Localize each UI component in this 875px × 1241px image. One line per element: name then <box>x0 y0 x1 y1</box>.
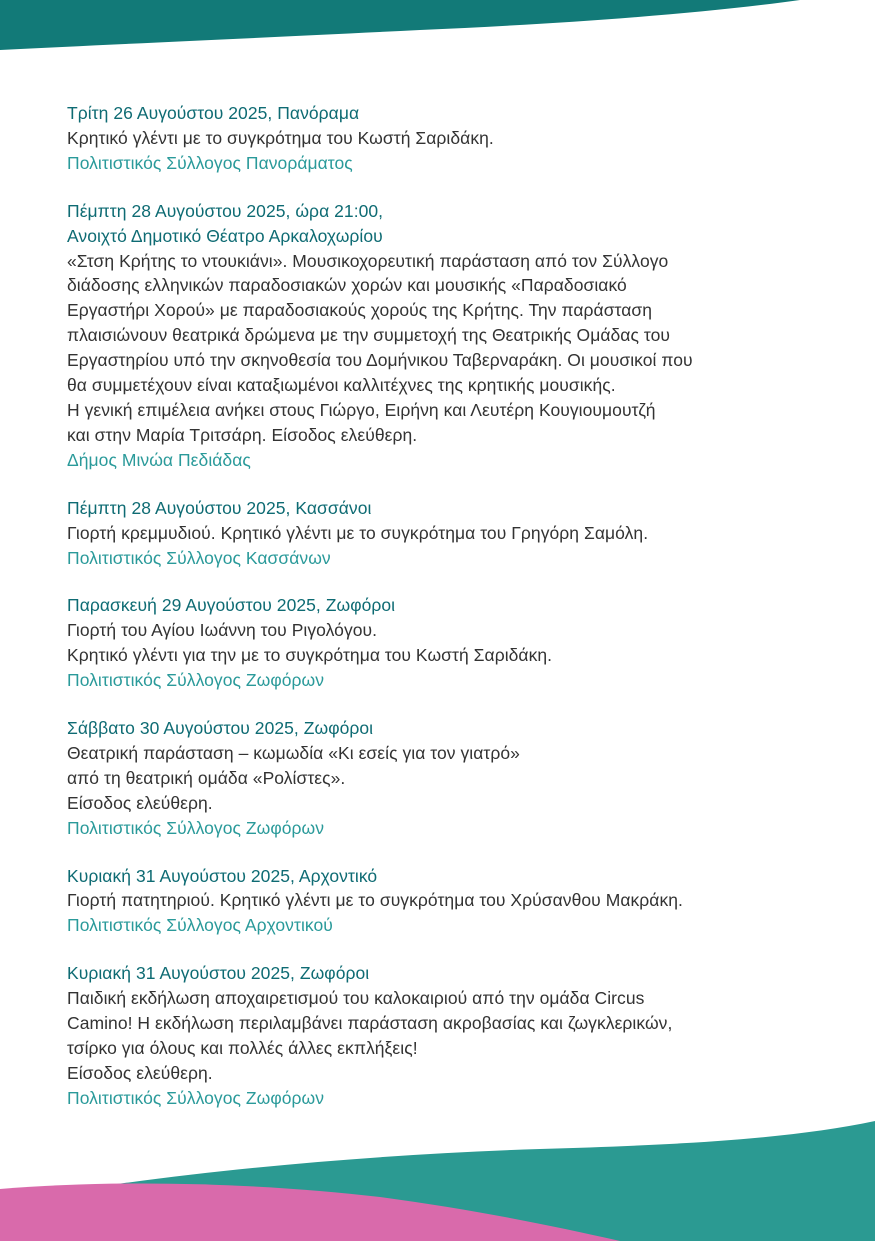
event-entry <box>67 199 817 473</box>
event-description: Γιορτή πατητηριού. Κρητικό γλέντι με το συγκρότημα του Χρύσανθου Μακράκη. <box>67 890 683 911</box>
event-description: Camino! Η εκδήλωση περιλαμβάνει παράσταση ακροβασίας και ζωγκλερικών, <box>67 1013 673 1034</box>
event-description: Κρητικό γλέντι για την με το συγκρότημα του Κωστή Σαριδάκη. <box>67 645 553 666</box>
event-organizer: Πολιτιστικός Σύλλογος Ζωφόρων <box>67 670 325 691</box>
event-organizer: Πολιτιστικός Σύλλογος Ζωφόρων <box>67 817 325 838</box>
event-description: Είσοδος ελεύθερη. <box>67 1062 213 1083</box>
event-description: Η γενική επιμέλεια ανήκει στους Γιώργο, Ειρήνη και Λευτέρη Κουγιουμουτζή <box>67 399 656 420</box>
event-description: Γιορτή του Αγίου Ιωάννη του Ριγολόγου. <box>67 620 378 641</box>
event-entry <box>67 716 817 841</box>
event-entry <box>67 101 817 176</box>
event-heading: Τρίτη 26 Αυγούστου 2025, Πανόραμα <box>67 103 360 123</box>
event-heading: Κυριακή 31 Αυγούστου 2025, Ζωφόροι <box>67 963 370 984</box>
top-wave-shape <box>0 0 800 50</box>
event-description: τσίρκο για όλους και πολλές άλλες εκπλήξεις! <box>67 1038 418 1058</box>
event-description: Κρητικό γλέντι με το συγκρότημα του Κωστή Σαριδάκη. <box>67 127 494 148</box>
event-description: Γιορτή κρεμμυδιού. Κρητικό γλέντι με το συγκρότημα του Γρηγόρη Σαμόλη. <box>67 522 649 543</box>
event-heading: Σάββατο 30 Αυγούστου 2025, Ζωφόροι <box>67 718 374 739</box>
event-description: Εργαστηρίου υπό την σκηνοθεσία του Δομήνικου Ταβερναράκη. Οι μουσικοί που <box>67 350 693 371</box>
event-description: Παιδική εκδήλωση αποχαιρετισμού του καλοκαιριού από την ομάδα Circus <box>67 988 645 1009</box>
event-description: Είσοδος ελεύθερη. <box>67 792 213 813</box>
event-organizer: Πολιτιστικός Σύλλογος Πανοράματος <box>67 152 353 173</box>
event-description: «Στση Κρήτης το ντουκιάνι». Μουσικοχορευτική παράσταση από τον Σύλλογο <box>67 250 669 271</box>
event-heading: Ανοιχτό Δημοτικό Θέατρο Αρκαλοχωρίου <box>67 225 383 246</box>
event-organizer: Πολιτιστικός Σύλλογος Ζωφόρων <box>67 1087 325 1108</box>
event-description: από τη θεατρική ομάδα «Ρολίστες». <box>67 767 346 788</box>
event-heading: Κυριακή 31 Αυγούστου 2025, Αρχοντικό <box>67 865 378 886</box>
event-heading: Πέμπτη 28 Αυγούστου 2025, ώρα 21:00, <box>67 200 384 221</box>
event-description: Θεατρική παράσταση – κωμωδία «Κι εσείς για τον γιατρό» <box>67 742 520 763</box>
event-entry <box>67 961 817 1110</box>
event-description: και στην Μαρία Τριτσάρη. Είσοδος ελεύθερη. <box>67 424 418 445</box>
event-heading: Πέμπτη 28 Αυγούστου 2025, Κασσάνοι <box>67 497 372 518</box>
event-entry <box>67 864 817 939</box>
event-entry <box>67 496 817 571</box>
event-description: θα συμμετέχουν είναι καταξιωμένοι καλλιτέχνες της κρητικής μουσικής. <box>67 375 616 396</box>
event-description: Εργαστήρι Χορού» με παραδοσιακούς χορούς της Κρήτης. Την παράσταση <box>67 300 653 321</box>
event-entry <box>67 593 817 693</box>
event-organizer: Δήμος Μινώα Πεδιάδας <box>67 449 251 470</box>
event-description: πλαισιώνουν θεατρικά δρώμενα με την συμμετοχή της Θεατρικής Ομάδας του <box>67 325 670 346</box>
event-organizer: Πολιτιστικός Σύλλογος Αρχοντικού <box>67 915 333 936</box>
event-description: διάδοσης ελληνικών παραδοσιακών χορών και μουσικής «Παραδοσιακό <box>67 275 627 296</box>
event-organizer: Πολιτιστικός Σύλλογος Κασσάνων <box>67 547 331 568</box>
events-list <box>67 101 817 1134</box>
bottom-decorative-wave <box>0 1121 875 1241</box>
top-decorative-wave <box>0 0 875 60</box>
event-heading: Παρασκευή 29 Αυγούστου 2025, Ζωφόροι <box>67 595 396 616</box>
